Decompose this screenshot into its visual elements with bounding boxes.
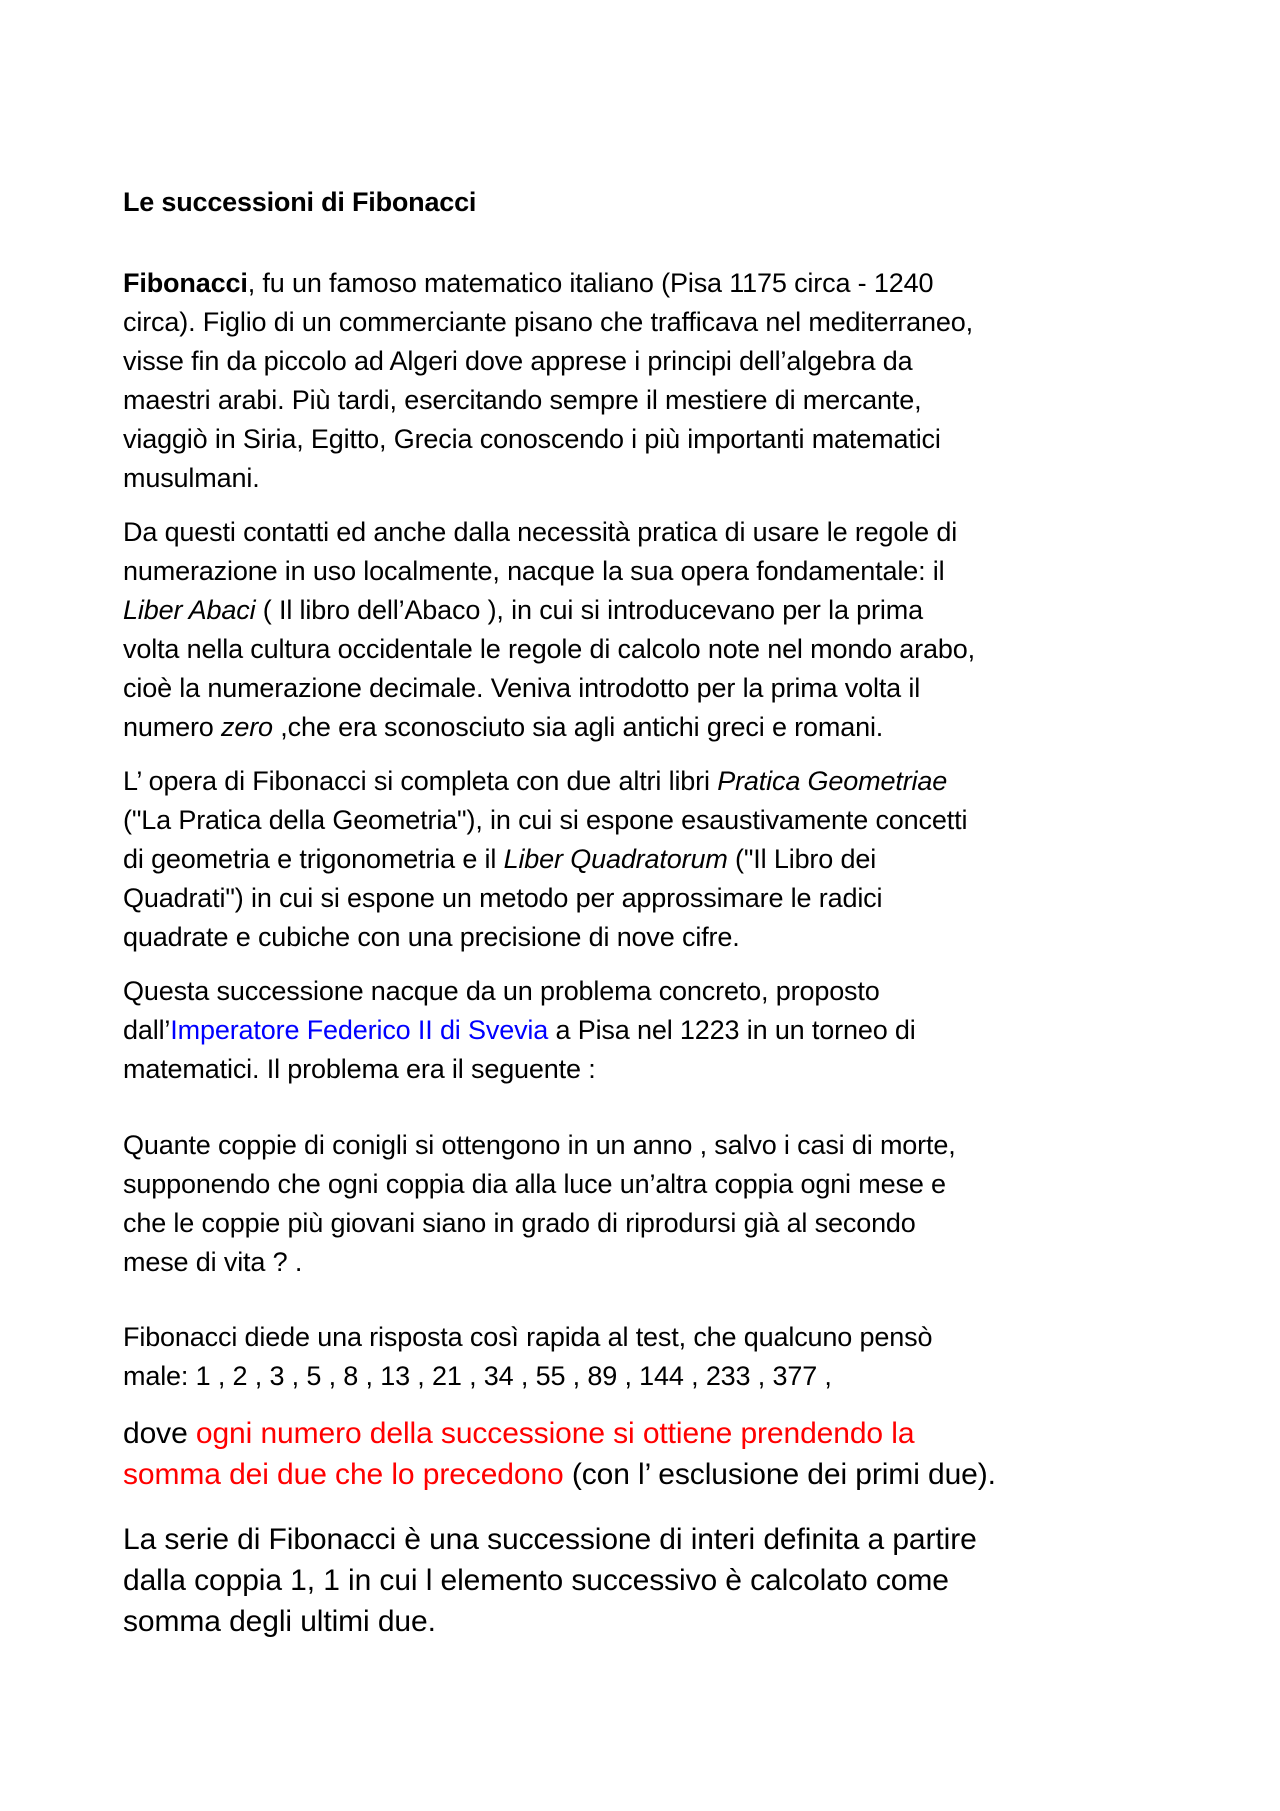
italic-title: Liber Abaci	[123, 595, 256, 625]
text-run: supponendo che ogni coppia dia alla luce un’altra coppia ogni mese e	[123, 1169, 946, 1199]
text-line	[123, 918, 967, 957]
text-line	[123, 459, 973, 498]
paragraph-rabbit-problem	[123, 1126, 956, 1282]
text-run: matematici. Il problema era il seguente :	[123, 1054, 596, 1084]
text-line	[123, 1318, 932, 1357]
text-run: La serie di Fibonacci è una successione di interi definita a partire	[123, 1523, 977, 1556]
text-run: ,che era sconosciuto sia agli antichi greci e romani.	[272, 712, 884, 742]
text-run: male: 1 , 2 , 3 , 5 , 8 , 13 , 21 , 34 , 55 , 89 , 144 , 233 , 377 ,	[123, 1361, 832, 1391]
text-line	[123, 1204, 956, 1243]
paragraph-answer	[123, 1318, 932, 1396]
text-line	[123, 381, 973, 420]
text-run: visse fin da piccolo ad Algeri dove apprese i principi dell’algebra da	[123, 346, 913, 376]
highlighted-text: ogni numero della successione si ottiene prendendo la	[195, 1417, 915, 1450]
text-line	[123, 1243, 956, 1282]
text-line	[123, 303, 973, 342]
text-line	[123, 513, 975, 552]
text-line	[123, 630, 975, 669]
text-run: a Pisa nel 1223 in un torneo di	[548, 1015, 916, 1045]
text-line	[123, 342, 973, 381]
text-run: viaggiò in Siria, Egitto, Grecia conoscendo i più importanti matematici	[123, 424, 941, 454]
text-line	[123, 1413, 996, 1454]
italic-title: Pratica Geometriae	[717, 766, 948, 796]
text-run: ("Il Libro dei	[727, 844, 877, 874]
text-line	[123, 879, 967, 918]
paragraph-biography	[123, 264, 973, 498]
text-line	[123, 1126, 956, 1165]
text-run: ("La Pratica della Geometria"), in cui si espone esaustivamente concetti	[123, 805, 968, 835]
bold-term: Fibonacci	[123, 268, 248, 298]
text-line	[123, 1519, 977, 1560]
text-run: Questa successione nacque da un problema concreto, proposto	[123, 976, 880, 1006]
italic-title: Liber Quadratorum	[503, 844, 728, 874]
text-run: che le coppie più giovani siano in grado di riprodursi già al secondo	[123, 1208, 916, 1238]
text-line	[123, 762, 967, 801]
text-run: dall’	[123, 1015, 171, 1045]
text-line	[123, 1357, 932, 1396]
text-line	[123, 1601, 977, 1642]
paragraph-liber-abaci	[123, 513, 975, 747]
text-run: Fibonacci diede una risposta così rapida al test, che qualcuno pensò	[123, 1322, 933, 1352]
text-run: ( Il libro dell’Abaco ), in cui si introducevano per la prima	[255, 595, 923, 625]
text-line	[123, 669, 975, 708]
text-run: musulmani.	[123, 463, 260, 493]
link-federico-ii[interactable]: Imperatore Federico II di Svevia	[170, 1015, 549, 1045]
text-line	[123, 972, 916, 1011]
highlighted-text: somma dei due che lo precedono	[123, 1458, 564, 1491]
text-run: numero	[123, 712, 221, 742]
text-line	[123, 708, 975, 747]
paragraph-origin	[123, 972, 916, 1089]
text-run: dove	[123, 1417, 196, 1450]
text-run: di geometria e trigonometria e il	[123, 844, 504, 874]
text-line	[123, 840, 967, 879]
text-line	[123, 420, 973, 459]
text-run: L’ opera di Fibonacci si completa con due altri libri	[123, 766, 718, 796]
text-line	[123, 264, 973, 303]
text-line	[123, 1454, 996, 1495]
paragraph-other-works	[123, 762, 967, 957]
text-run: circa). Figlio di un commerciante pisano che trafficava nel mediterraneo,	[123, 307, 973, 337]
text-line	[123, 591, 975, 630]
italic-title: zero	[221, 712, 273, 742]
text-run: Da questi contatti ed anche dalla necessità pratica di usare le regole di	[123, 517, 958, 547]
text-run: (con l’ esclusione dei primi due).	[563, 1458, 996, 1491]
text-run: quadrate e cubiche con una precisione di nove cifre.	[123, 922, 740, 952]
paragraph-rule	[123, 1413, 996, 1495]
text-run: , fu un famoso matematico italiano (Pisa 1175 circa - 1240	[247, 268, 934, 298]
text-run: cioè la numerazione decimale. Veniva introdotto per la prima volta il	[123, 673, 921, 703]
text-run: maestri arabi. Più tardi, esercitando sempre il mestiere di mercante,	[123, 385, 922, 415]
text-run: Quante coppie di conigli si ottengono in un anno , salvo i casi di morte,	[123, 1130, 956, 1160]
text-line	[123, 1560, 977, 1601]
text-line	[123, 1050, 916, 1089]
page-title: Le successioni di Fibonacci	[123, 187, 477, 217]
text-run: somma degli ultimi due.	[123, 1605, 436, 1638]
paragraph-definition	[123, 1519, 977, 1642]
text-line	[123, 552, 975, 591]
text-run: dalla coppia 1, 1 in cui l elemento successivo è calcolato come	[123, 1564, 949, 1597]
text-line	[123, 801, 967, 840]
text-line	[123, 1165, 956, 1204]
text-run: volta nella cultura occidentale le regole di calcolo note nel mondo arabo,	[123, 634, 975, 664]
text-line	[123, 1011, 916, 1050]
text-run: numerazione in uso localmente, nacque la sua opera fondamentale: il	[123, 556, 945, 586]
text-run: Quadrati") in cui si espone un metodo per approssimare le radici	[123, 883, 883, 913]
text-run: mese di vita ? .	[123, 1247, 303, 1277]
